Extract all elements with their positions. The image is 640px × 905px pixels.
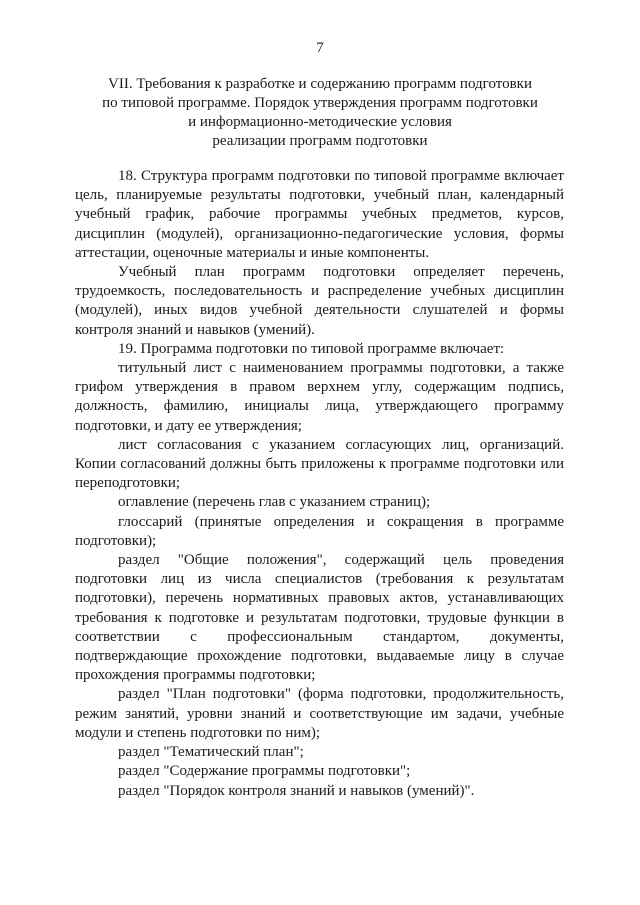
paragraph-program-includes: 19. Программа подготовки по типовой программе включает: — [118, 340, 505, 357]
page-number: 7 — [316, 40, 324, 56]
paragraph-curriculum: Учебный план программ подготовки определяет перечень, трудоемкость, последовательность и распределение учебных дисциплин (модулей), иных видов учебной деятельности слушателей и формы контроля знаний и навыков (умений). — [75, 264, 564, 338]
section-heading-line: реализации программ подготовки — [212, 133, 428, 149]
document-body — [75, 167, 564, 801]
list-item-approval-sheet: лист согласования с указанием согласующих лиц, организаций. Копии согласований должны быть приложены к программе подготовки или переподготовки; — [75, 436, 564, 492]
list-item-program-content: раздел "Содержание программы подготовки"; — [118, 763, 411, 780]
section-heading-line: VII. Требования к разработке и содержанию программ подготовки — [108, 76, 532, 92]
list-item-title-page: титульный лист с наименованием программы подготовки, а также грифом утверждения в правом верхнем углу, содержащим подпись, должность, фамилию, инициалы лица, утверждающего программу подготовки, и дату ее утверждения; — [75, 360, 564, 434]
list-item-training-plan: раздел "План подготовки" (форма подготовки, продолжительность, режим занятий, уровни знаний и соответствующие им задачи, учебные модули и степень подготовки по ним); — [75, 686, 564, 741]
section-heading-line: по типовой программе. Порядок утверждения программ подготовки — [102, 95, 538, 111]
section-heading-line: и информационно-методические условия — [188, 114, 452, 130]
section-heading — [60, 75, 580, 151]
list-item-table-of-contents: оглавление (перечень глав с указанием страниц); — [118, 494, 431, 511]
paragraph-structure: 18. Структура программ подготовки по типовой программе включает цель, планируемые результаты подготовки, учебный план, календарный учебный график, рабочие программы учебных предметов, курсов, дисциплин (модулей), организационно-педагогические условия, формы аттестации, оценочные материалы и иные компоненты. — [75, 168, 564, 261]
list-item-glossary: глоссарий (принятые определения и сокращения в программе подготовки); — [75, 513, 564, 549]
list-item-general-provisions: раздел "Общие положения", содержащий цель проведения подготовки лиц из числа специалистов (требования к результатам подготовки), перечень нормативных правовых актов, устанавливающих требования к подготовке и результатам подготовки, трудовые функции в соответствии с профессиональным стандартом, документы, подтверждающие прохождение подготовки, выдаваемые лицу в случае прохождения программы подготовки; — [75, 552, 564, 684]
list-item-control-procedure: раздел "Порядок контроля знаний и навыков (умений)". — [118, 782, 475, 799]
list-item-thematic-plan: раздел "Тематический план"; — [118, 744, 304, 761]
